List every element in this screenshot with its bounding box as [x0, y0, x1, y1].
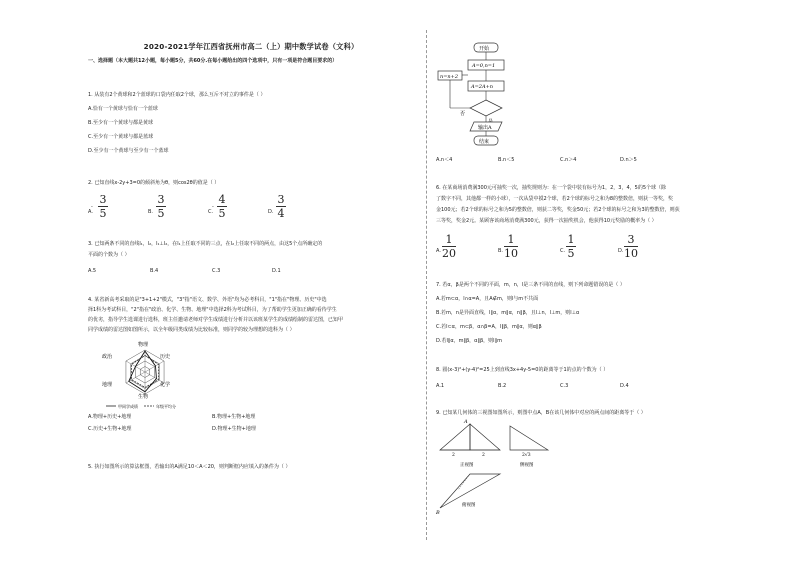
top-view-label: 俯视图	[462, 503, 476, 508]
q4-radar-chart	[100, 336, 190, 412]
flow-start-label: 开始	[479, 46, 490, 52]
front-view-label: 正视图	[460, 463, 474, 468]
q9-stem: 9. 已知某几何体的三视图如图所示，则图中点A，B在该几何体中对应的两点间的距离等于（ ）	[436, 410, 646, 416]
numerator: 1	[507, 233, 515, 246]
q7-option-a[interactable]: A.若m⊂α，l∩α=A，且A∉m，则l与m不共面	[436, 296, 539, 302]
q2-option-a-fraction	[98, 194, 108, 219]
q5-option-c[interactable]: C.n＞4	[560, 157, 577, 163]
q2-option-a-label[interactable]: A.	[88, 209, 93, 215]
radar-label-geography: 地理	[102, 382, 113, 388]
side-view-label: 侧视图	[520, 463, 534, 468]
radar-label-politics: 政治	[102, 354, 113, 360]
numerator: 3	[99, 193, 107, 206]
numerator: 3	[157, 193, 165, 206]
q4-option-a[interactable]: A.物理+历史+地理	[88, 414, 132, 420]
q2-option-c-fraction	[217, 194, 227, 219]
flow-loop-label: n=n+2	[440, 74, 459, 80]
q6-option-b-label[interactable]: B.	[498, 248, 504, 254]
q5-option-a[interactable]: A.n＜4	[436, 157, 453, 163]
radar-label-physics: 物理	[138, 342, 149, 348]
legend-student: 甲同学成绩	[118, 404, 138, 409]
q6-option-d-label[interactable]: D.	[618, 248, 624, 254]
q8-stem: 8. 圆(x-3)²+(y-4)²=25上到直线3x+4y-5=0的距离等于1的点的个数为（ ）	[436, 367, 609, 373]
q6-stem-line1: 6. 在某商场消费满300元可抽奖一次，抽奖规则为：在一个袋中装有标号为1，2，3，4，5的5个球（除	[436, 185, 666, 191]
flow-decision	[470, 100, 502, 116]
q3-option-b[interactable]: B.4	[150, 268, 159, 274]
legend-average: 年级平均分	[156, 404, 176, 409]
q3-stem-line2: 平面的个数为（ ）	[88, 252, 130, 258]
q8-option-d[interactable]: D.4	[620, 383, 629, 389]
section-header: 一、选择题（本大题共12小题，每小题5分，共60分.在每小题给出的四个选项中，只有一项是符合题目要求的）	[88, 58, 338, 64]
q1-option-a[interactable]: A.恰有一个黄球与恰有一个蓝球	[88, 106, 158, 112]
denominator: 4	[277, 207, 285, 220]
numerator: 3	[627, 233, 635, 246]
q9-three-views	[436, 420, 576, 516]
q7-stem: 7. 若α，β是两个不同的平面，m，n，l是三条不同的直线，则下列命题错误的是（ ）	[436, 282, 625, 288]
front-dim-left: 2	[452, 453, 455, 458]
q7-option-c[interactable]: C.若l⊂α，m⊂β，α∩β=A，l∥β，m∥α，则α∥β	[436, 324, 542, 330]
numerator: 3	[277, 193, 285, 206]
front-dim-right: 2	[482, 453, 485, 458]
q6-stem-line2: 了数字不同，其他都一样的小球），一次从袋中摸2个球，若2个球的标号之和为8的整数倍，则获一等奖，奖	[436, 196, 674, 202]
flow-update-label: A=2A+n	[471, 84, 494, 90]
q2-option-d-fraction	[276, 194, 286, 219]
radar-label-history: 历史	[160, 354, 171, 360]
q4-option-c[interactable]: C.历史+生物+地理	[88, 426, 132, 432]
denominator: 5	[218, 207, 226, 220]
q6-option-a-fraction	[442, 234, 456, 259]
q4-stem-line2: 择1科为考试科目，"2"指在"政治、化学、生物、地理"中选择2科为考试科目，为了帮助学生更加正确的看待学生	[88, 307, 337, 313]
radar-label-biology: 生物	[138, 394, 149, 400]
radar-label-chemistry: 化学	[160, 382, 171, 388]
exam-title: 2020-2021学年江西省抚州市高二（上）期中数学试卷（文科）	[143, 42, 359, 51]
q2-option-c-sign: -	[212, 204, 214, 210]
denominator: 5	[157, 207, 165, 220]
q3-option-d[interactable]: D.1	[272, 268, 281, 274]
q2-stem: 2. 已知直线x-2y+3=0的倾斜角为θ，则cos2θ的值是（ ）	[88, 180, 220, 186]
side-view-shape	[510, 426, 548, 450]
denominator: 5	[99, 207, 107, 220]
q2-option-b-fraction	[156, 194, 166, 219]
q1-option-c[interactable]: C.至少有一个黄球与都是蓝球	[88, 134, 154, 140]
q5-option-d[interactable]: D.n＞5	[620, 157, 637, 163]
q4-stem-line1: 4. 某省新高考采取的是"3+1+2"模式，"3"指"语文、数学、外语"均为必考科目，"1"指在"物理、历史"中选	[88, 297, 327, 303]
q4-stem-line3: 的优劣，指导学生选课进行选科，班主任邀请老师对学生成绩进行分析并以该班某学生的成绩绘制的雷达图，已知甲	[88, 317, 344, 323]
q5-flowchart	[436, 40, 516, 152]
radar-grid	[126, 350, 164, 394]
q5-stem: 5. 执行如图所示的算法框图，若输出的A满足10＜A＜20，则判断框内应填入的条件为（ ）	[88, 464, 291, 470]
denominator: 20	[442, 247, 456, 260]
q3-stem-line1: 3. 已知两条不同的直线l₁，l₂，l₁⊥l₂，在l₁上任取不同的三点，在l₂上任取不同的两点，由这5个点所确定的	[88, 241, 323, 247]
q8-option-c[interactable]: C.3	[560, 383, 569, 389]
q8-option-b[interactable]: B.2	[498, 383, 507, 389]
denominator: 5	[567, 247, 575, 260]
q6-option-a-label[interactable]: A.	[436, 248, 441, 254]
flow-output-label: 输出A	[478, 125, 492, 131]
numerator: 1	[445, 233, 453, 246]
q6-option-c-fraction	[566, 234, 576, 259]
q2-option-a-sign: -	[91, 204, 93, 210]
q6-option-d-fraction	[624, 234, 638, 259]
flow-no-label: 否	[460, 111, 466, 117]
q2-option-d-label[interactable]: D.	[268, 209, 274, 215]
point-a-label: A	[464, 419, 468, 425]
denominator: 10	[504, 247, 518, 260]
q1-option-d[interactable]: D.至少有一个黄球与至少有一个蓝球	[88, 148, 169, 154]
q5-option-b[interactable]: B.n＜5	[498, 157, 515, 163]
side-dim: 2√3	[522, 453, 531, 458]
q8-option-a[interactable]: A.1	[436, 383, 445, 389]
q6-option-b-fraction	[504, 234, 518, 259]
q7-option-b[interactable]: B.若m，n是异面直线，l∥α，m∥α，n∥β，且l⊥n，l⊥m，则l⊥α	[436, 310, 580, 316]
q7-option-d[interactable]: D.若l∥α，m∥β，α∥β，则l∥m	[436, 338, 502, 344]
q1-option-b[interactable]: B.至少有一个黄球与都是黄球	[88, 120, 154, 126]
q2-option-c-label[interactable]: C.	[208, 209, 214, 215]
q3-option-a[interactable]: A.5	[88, 268, 97, 274]
q4-stem-line4: 同学成绩的雷达图如图所示，以全年级同类成绩为比较标准，则同学的较为理想的选科为（ ）	[88, 327, 295, 333]
q3-option-c[interactable]: C.3	[212, 268, 221, 274]
numerator: 4	[218, 193, 226, 206]
flow-end-label: 结束	[479, 139, 490, 145]
numerator: 1	[567, 233, 575, 246]
q4-option-d[interactable]: D.物理+生物+地理	[212, 426, 256, 432]
q2-option-b-label[interactable]: B.	[148, 209, 154, 215]
q6-stem-line4: 三等奖，奖金2元。某顾客该商场消费满300元，获得一次抽奖机会，他获得10元奖励的概率为（ ）	[436, 218, 657, 224]
q1-stem: 1. 从装有2个黄球和2个蓝球的口袋内任取2个球，那么互斥不对立的事件是（ ）	[88, 92, 266, 98]
point-b-label: B	[436, 510, 440, 516]
q6-option-c-label[interactable]: C.	[560, 248, 566, 254]
q4-option-b[interactable]: B.物理+生物+地理	[212, 414, 256, 420]
front-view-shape	[440, 424, 470, 450]
denominator: 10	[624, 247, 638, 260]
q6-stem-line3: 金100元；若2个球的标号之和为5的整数倍，则获二等奖，奖金50元；若2个球的标号之和为3的整数倍，则获	[436, 207, 680, 213]
flow-init-label: A=0,n=1	[472, 63, 496, 69]
column-divider	[426, 30, 427, 540]
